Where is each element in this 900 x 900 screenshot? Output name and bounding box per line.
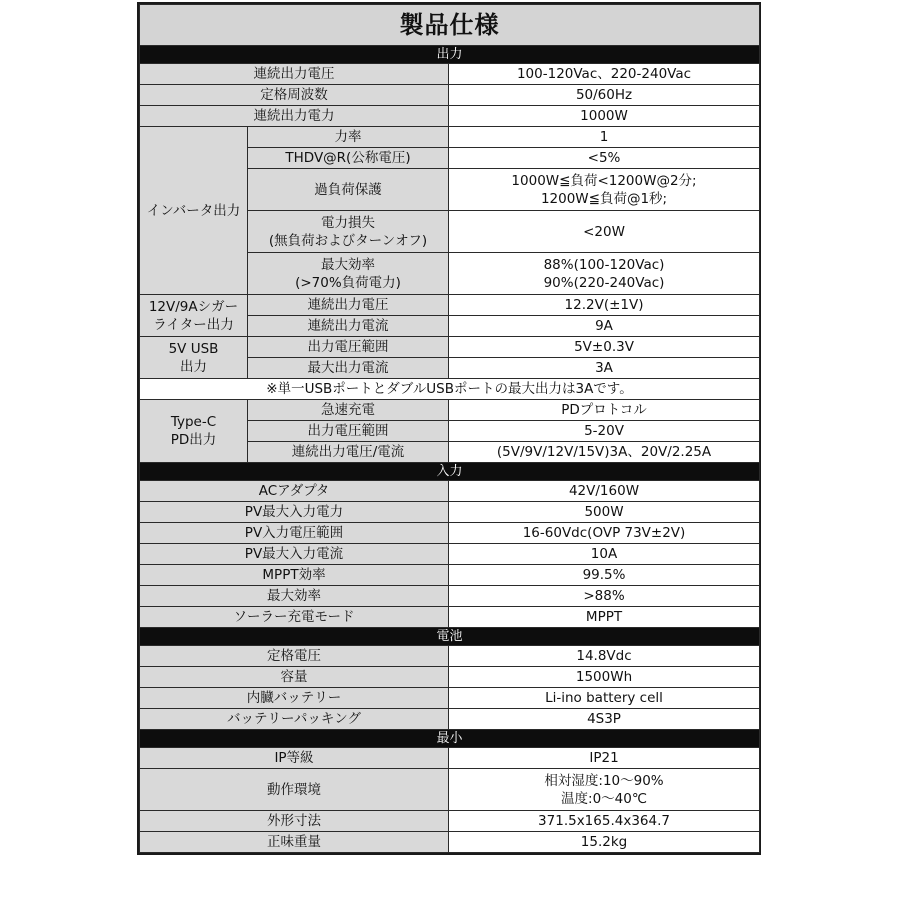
group-label-cigar — [140, 295, 248, 337]
section-header-input — [140, 463, 760, 481]
spec-value-line: 88%(100-120Vac) — [543, 256, 665, 273]
title-row — [140, 5, 760, 46]
spec-value: 5-20V — [449, 421, 760, 442]
spec-label: 動作環境 — [140, 769, 449, 811]
section-title-input: 入力 — [140, 463, 760, 481]
section-title-output: 出力 — [140, 46, 760, 64]
spec-label: 力率 — [248, 127, 449, 148]
spec-label: 出力電圧範囲 — [248, 421, 449, 442]
group-label-line: Type-C — [170, 414, 217, 430]
spec-value: 4S3P — [449, 709, 760, 730]
section-title-minimum: 最小 — [140, 730, 760, 748]
group-label-typec — [140, 400, 248, 463]
spec-label: 定格電圧 — [140, 646, 449, 667]
spec-value: 1500Wh — [449, 667, 760, 688]
spec-value: 1000W — [449, 106, 760, 127]
spec-label-line: 電力損失 — [321, 214, 375, 231]
spec-value: 99.5% — [449, 565, 760, 586]
spec-label: 出力電圧範囲 — [248, 337, 449, 358]
spec-label: 連続出力電力 — [140, 106, 449, 127]
spec-value: 500W — [449, 502, 760, 523]
spec-label: 急速充電 — [248, 400, 449, 421]
spec-value: (5V/9V/12V/15V)3A、20V/2.25A — [449, 442, 760, 463]
table-row — [140, 646, 760, 667]
section-header-output — [140, 46, 760, 64]
table-row — [140, 127, 760, 148]
spec-value: PDプロトコル — [449, 400, 760, 421]
spec-value: >88% — [449, 586, 760, 607]
group-label-usb — [140, 337, 248, 379]
section-header-battery — [140, 628, 760, 646]
spec-table — [139, 4, 760, 853]
spec-value: Li-ino battery cell — [449, 688, 760, 709]
spec-label: バッテリーパッキング — [140, 709, 449, 730]
spec-value-line: 温度:0〜40℃ — [561, 790, 647, 807]
table-row — [140, 688, 760, 709]
spec-label: 内臓バッテリー — [140, 688, 449, 709]
spec-value: 42V/160W — [449, 481, 760, 502]
table-row — [140, 769, 760, 811]
spec-label-line: 最大効率 — [321, 256, 375, 273]
spec-value-line: 1200W≦負荷@1秒; — [540, 190, 668, 207]
spec-value: 12.2V(±1V) — [449, 295, 760, 316]
spec-label: PV最大入力電力 — [140, 502, 449, 523]
spec-label: ソーラー充電モード — [140, 607, 449, 628]
usb-note: ※単一USBポートとダブルUSBポートの最大出力は3Aです。 — [140, 379, 760, 400]
spec-label: PV入力電圧範囲 — [140, 523, 449, 544]
table-row — [140, 85, 760, 106]
spec-label: 定格周波数 — [140, 85, 449, 106]
table-row — [140, 667, 760, 688]
spec-label: 容量 — [140, 667, 449, 688]
spec-label-line: (>70%負荷電力) — [295, 274, 401, 291]
spec-label: 最大出力電流 — [248, 358, 449, 379]
spec-value: 9A — [449, 316, 760, 337]
spec-value: 10A — [449, 544, 760, 565]
spec-label: IP等級 — [140, 748, 449, 769]
table-row — [140, 400, 760, 421]
table-row — [140, 565, 760, 586]
spec-value-line: 1000W≦負荷<1200W@2分; — [511, 172, 697, 189]
spec-label: 連続出力電圧/電流 — [248, 442, 449, 463]
spec-value-line: 相対湿度:10〜90% — [544, 772, 664, 789]
table-row — [140, 337, 760, 358]
spec-label: PV最大入力電流 — [140, 544, 449, 565]
spec-value-line: 90%(220-240Vac) — [543, 274, 665, 291]
spec-value: 371.5x165.4x364.7 — [449, 811, 760, 832]
spec-value — [449, 253, 760, 295]
table-row — [140, 607, 760, 628]
spec-value: 15.2kg — [449, 832, 760, 853]
spec-value: 14.8Vdc — [449, 646, 760, 667]
table-row — [140, 106, 760, 127]
section-header-minimum — [140, 730, 760, 748]
spec-label: 正味重量 — [140, 832, 449, 853]
spec-value — [449, 769, 760, 811]
table-row — [140, 523, 760, 544]
group-label-line: ライター出力 — [153, 316, 234, 333]
spec-value: 3A — [449, 358, 760, 379]
spec-value: 5V±0.3V — [449, 337, 760, 358]
spec-label — [248, 211, 449, 253]
spec-value: 50/60Hz — [449, 85, 760, 106]
table-row — [140, 586, 760, 607]
group-label-line: 5V USB — [168, 340, 219, 357]
spec-label: 外形寸法 — [140, 811, 449, 832]
spec-value: MPPT — [449, 607, 760, 628]
table-row — [140, 502, 760, 523]
spec-label: MPPT効率 — [140, 565, 449, 586]
section-title-battery: 電池 — [140, 628, 760, 646]
table-row — [140, 295, 760, 316]
spec-label-line: (無負荷およびターンオフ) — [268, 232, 428, 249]
spec-label: 最大効率 — [140, 586, 449, 607]
spec-label: 連続出力電流 — [248, 316, 449, 337]
spec-label: 過負荷保護 — [248, 169, 449, 211]
spec-label: ACアダプタ — [140, 481, 449, 502]
table-row — [140, 379, 760, 400]
spec-value: 1 — [449, 127, 760, 148]
group-label-line: PD出力 — [170, 432, 217, 448]
spec-label — [248, 253, 449, 295]
spec-value: <5% — [449, 148, 760, 169]
table-row — [140, 544, 760, 565]
spec-value: 100-120Vac、220-240Vac — [449, 64, 760, 85]
spec-value: IP21 — [449, 748, 760, 769]
table-row — [140, 811, 760, 832]
table-row — [140, 64, 760, 85]
spec-label: 連続出力電圧 — [248, 295, 449, 316]
table-row — [140, 481, 760, 502]
group-label-line: 12V/9Aシガー — [148, 298, 239, 315]
table-row — [140, 748, 760, 769]
spec-sheet — [137, 2, 761, 855]
spec-value — [449, 169, 760, 211]
page-title: 製品仕様 — [140, 5, 760, 46]
group-label-inverter: インバータ出力 — [140, 127, 248, 295]
group-label-line: 出力 — [180, 358, 207, 375]
spec-value: <20W — [449, 211, 760, 253]
table-row — [140, 832, 760, 853]
spec-label: 連続出力電圧 — [140, 64, 449, 85]
spec-value: 16-60Vdc(OVP 73V±2V) — [449, 523, 760, 544]
table-row — [140, 709, 760, 730]
spec-label: THDV@R(公称電圧) — [248, 148, 449, 169]
